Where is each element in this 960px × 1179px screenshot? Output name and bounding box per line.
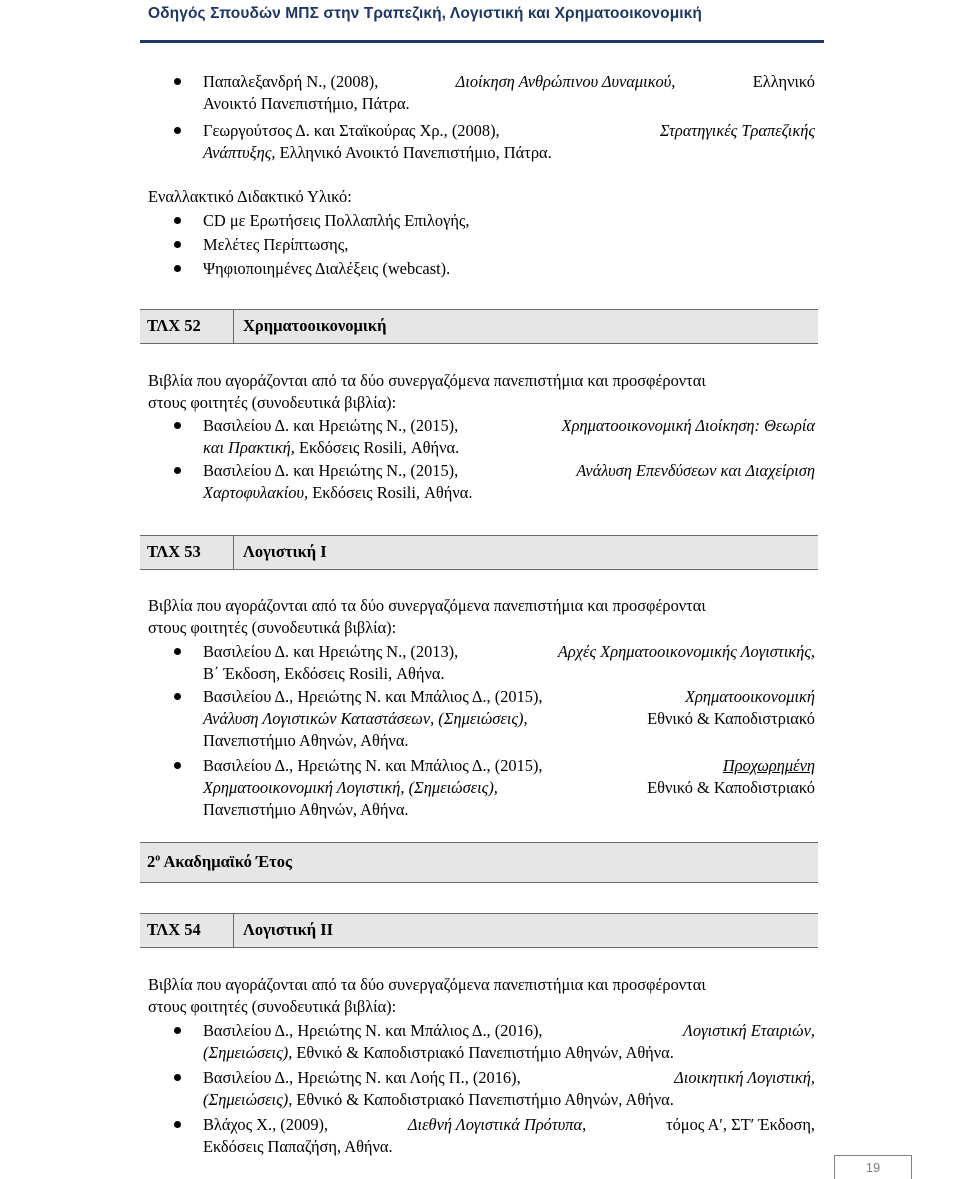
- bib-title: Χρηματοοικονομική Διοίκηση: Θεωρία: [561, 416, 815, 435]
- intro-text: Βιβλία που αγοράζονται από τα δύο συνεργαζόμενα πανεπιστήμια και προσφέρονται: [148, 371, 706, 390]
- bib-line: [203, 1090, 674, 1110]
- course-name: Λογιστική ΙΙ: [243, 920, 334, 939]
- bib-entry: [203, 416, 815, 436]
- bib-line: [203, 143, 552, 163]
- bib-title: Διοίκηση Ανθρώπινου Δυναμικού,: [455, 72, 676, 91]
- bib-text: Βασιλείου Δ. και Ηρειώτης Ν., (2015),: [203, 416, 459, 435]
- bib-entry-papalexandri: [203, 72, 815, 92]
- academic-year-heading: [140, 842, 818, 883]
- intro-line: [148, 596, 815, 616]
- bib-title: και Πρακτική,: [203, 438, 295, 457]
- bib-text: Εθνικό & Καποδιστριακό: [647, 709, 815, 728]
- bib-line: [203, 709, 815, 729]
- bib-entry: [203, 461, 815, 481]
- intro-line: στους φοιτητές (συνοδευτικά βιβλία):: [148, 997, 397, 1016]
- bib-entry-georgoutsos: [203, 121, 815, 141]
- bullet-icon: [174, 78, 181, 85]
- bib-title: Στρατηγικές Τραπεζικής: [659, 121, 815, 140]
- bib-text: Βασιλείου Δ. και Ηρειώτης Ν., (2015),: [203, 461, 459, 480]
- course-heading-tlx54: [140, 913, 818, 948]
- intro-line: [148, 371, 815, 391]
- bib-entry: [203, 1068, 815, 1088]
- intro-line: [148, 975, 815, 995]
- bib-title: Χαρτοφυλακίου,: [203, 483, 309, 502]
- bib-text: Εθνικό & Καποδιστριακό Πανεπιστήμιο Αθηνών, Αθήνα.: [296, 1090, 674, 1109]
- heading-divider: [233, 536, 234, 569]
- bib-text: Γεωργούτσος Δ. και Σταϊκούρας Χρ., (2008),: [203, 121, 500, 140]
- bib-line: Εκδόσεις Παπαζήση, Αθήνα.: [203, 1137, 393, 1156]
- bullet-icon: [174, 762, 181, 769]
- bib-title: (Σημειώσεις),: [203, 1090, 293, 1109]
- alt-material-item: CD με Ερωτήσεις Πολλαπλής Επιλογής,: [203, 211, 470, 230]
- bib-title: Χρηματοοικονομική: [685, 687, 815, 706]
- bib-line: [203, 1043, 674, 1063]
- course-name: Λογιστική Ι: [243, 542, 327, 561]
- academic-year-label: [147, 852, 292, 872]
- course-heading-tlx53: [140, 535, 818, 570]
- bib-title: Λογιστική Εταιριών,: [683, 1021, 815, 1040]
- course-code: ΤΛΧ 53: [147, 542, 201, 561]
- course-code: ΤΛΧ 52: [147, 316, 201, 335]
- intro-text: Βιβλία που αγοράζονται από τα δύο συνεργαζόμενα πανεπιστήμια και προσφέρονται: [148, 975, 706, 994]
- bullet-icon: [174, 1074, 181, 1081]
- bib-text: Βασιλείου Δ. και Ηρειώτης Ν., (2013),: [203, 642, 459, 661]
- course-name: Χρηματοοικονομική: [243, 316, 387, 335]
- bib-title: Αρχές Χρηματοοικονομικής Λογιστικής,: [557, 642, 815, 661]
- header-rule: [140, 40, 824, 43]
- bib-line: [203, 438, 459, 458]
- intro-text: Βιβλία που αγοράζονται από τα δύο συνεργαζόμενα πανεπιστήμια και προσφέρονται: [148, 596, 706, 615]
- bullet-icon: [174, 648, 181, 655]
- bib-title: Προχωρημένη: [722, 756, 815, 775]
- alt-material-item: Ψηφιοποιημένες Διαλέξεις (webcast).: [203, 259, 451, 278]
- bib-entry: [203, 687, 815, 707]
- bib-text: Βασιλείου Δ., Ηρειώτης Ν. και Μπάλιος Δ., (2016),: [203, 1021, 543, 1040]
- bib-line: Ανοικτό Πανεπιστήμιο, Πάτρα.: [203, 94, 410, 113]
- year-number: 2: [147, 852, 156, 871]
- bullet-icon: [174, 241, 181, 248]
- bib-title: Ανάπτυξης,: [203, 143, 276, 162]
- bib-entry: [203, 1115, 815, 1135]
- bullet-icon: [174, 693, 181, 700]
- bib-text: Εθνικό & Καποδιστριακό Πανεπιστήμιο Αθηνών, Αθήνα.: [296, 1043, 674, 1062]
- bib-text: Ελληνικό Ανοικτό Πανεπιστήμιο, Πάτρα.: [279, 143, 552, 162]
- bib-title: (Σημειώσεις),: [203, 1043, 293, 1062]
- bib-entry: [203, 642, 815, 662]
- bib-text: Βασιλείου Δ., Ηρειώτης Ν. και Μπάλιος Δ., (2015),: [203, 687, 543, 706]
- bib-line: Πανεπιστήμιο Αθηνών, Αθήνα.: [203, 800, 409, 819]
- heading-divider: [233, 310, 234, 343]
- bib-title: Ανάλυση Επενδύσεων και Διαχείριση: [576, 461, 815, 480]
- bib-line: [203, 483, 472, 503]
- bib-text: Βασιλείου Δ., Ηρειώτης Ν. και Μπάλιος Δ., (2015),: [203, 756, 543, 775]
- bib-text: Βασιλείου Δ., Ηρειώτης Ν. και Λοής Π., (2016),: [203, 1068, 521, 1087]
- year-text: Ακαδημαϊκό Έτος: [163, 852, 292, 871]
- bullet-icon: [174, 1027, 181, 1034]
- bib-text: Εκδόσεις Rosili, Αθήνα.: [312, 483, 473, 502]
- alt-material-title: Εναλλακτικό Διδακτικό Υλικό:: [148, 187, 352, 206]
- course-heading-tlx52: [140, 309, 818, 344]
- bullet-icon: [174, 217, 181, 224]
- bullet-icon: [174, 127, 181, 134]
- bib-text: Ελληνικό: [752, 72, 815, 91]
- bib-line: [203, 778, 815, 798]
- bib-entry: [203, 756, 815, 776]
- page-number: 19: [834, 1155, 912, 1179]
- bib-title: Χρηματοοικονομική Λογιστική, (Σημειώσεις),: [203, 778, 498, 797]
- bib-title: Διεθνή Λογιστικά Πρότυπα,: [407, 1115, 587, 1134]
- course-code: ΤΛΧ 54: [147, 920, 201, 939]
- bib-line: Β΄ Έκδοση, Εκδόσεις Rosili, Αθήνα.: [203, 664, 445, 683]
- bib-text: Εκδόσεις Rosili, Αθήνα.: [298, 438, 460, 457]
- alt-material-item: Μελέτες Περίπτωσης,: [203, 235, 349, 254]
- bullet-icon: [174, 467, 181, 474]
- intro-line: στους φοιτητές (συνοδευτικά βιβλία):: [148, 393, 397, 412]
- bib-line: Πανεπιστήμιο Αθηνών, Αθήνα.: [203, 731, 409, 750]
- bullet-icon: [174, 265, 181, 272]
- running-header: Οδηγός Σπουδών ΜΠΣ στην Τραπεζική, Λογιστική και Χρηματοοικονομική: [148, 5, 702, 22]
- bib-text: τόμος Α′, ΣΤ′ Έκδοση,: [666, 1115, 815, 1134]
- bullet-icon: [174, 1121, 181, 1128]
- bib-entry: [203, 1021, 815, 1041]
- heading-divider: [233, 914, 234, 947]
- bib-text: Βλάχος Χ., (2009),: [203, 1115, 329, 1134]
- bib-title: Ανάλυση Λογιστικών Καταστάσεων, (Σημειώσεις),: [203, 709, 528, 728]
- year-ordinal: ο: [155, 852, 161, 864]
- bib-text: Εθνικό & Καποδιστριακό: [647, 778, 815, 797]
- bib-text: Παπαλεξανδρή Ν., (2008),: [203, 72, 379, 91]
- bullet-icon: [174, 422, 181, 429]
- intro-line: στους φοιτητές (συνοδευτικά βιβλία):: [148, 618, 397, 637]
- bib-title: Διοικητική Λογιστική,: [674, 1068, 815, 1087]
